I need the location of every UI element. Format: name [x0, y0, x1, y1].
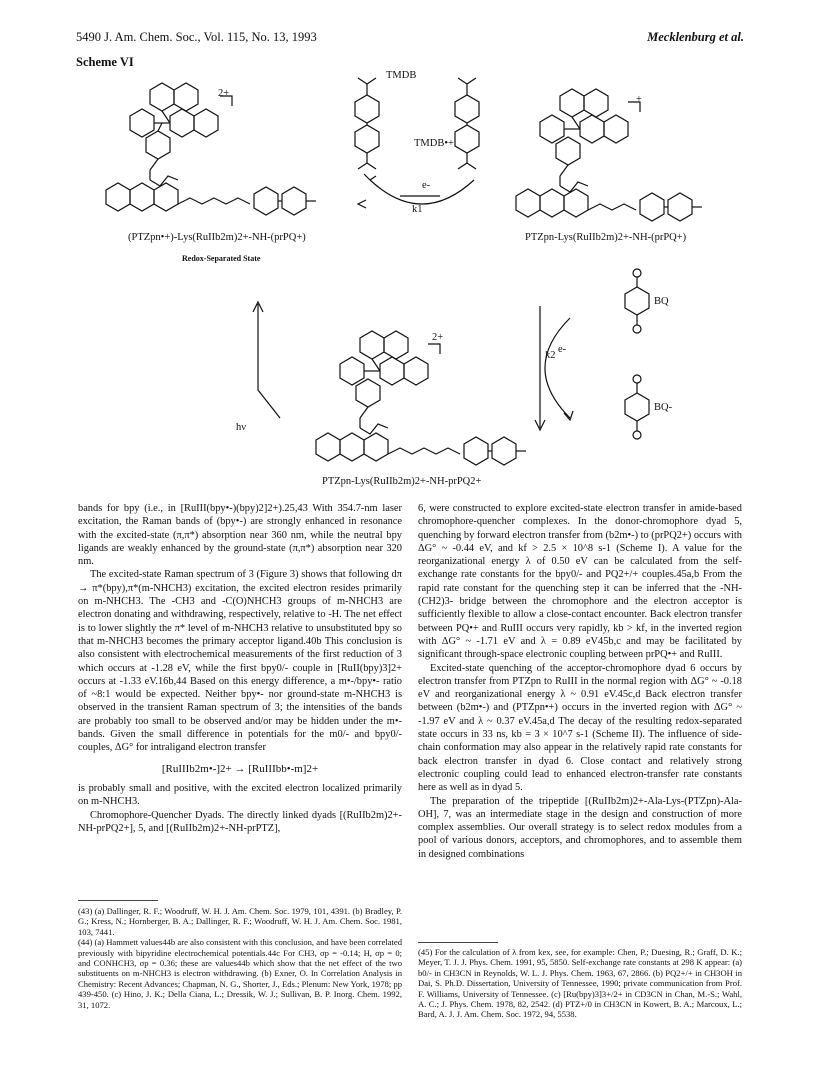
tmdb-ox-label: TMDB•+: [414, 138, 454, 149]
right-complex-label: PTZpn-Lys(RuIIb2m)2+-NH-(prPQ+): [525, 232, 687, 243]
footnotes-left: [78, 906, 402, 1010]
electron-label-1: e-: [422, 180, 431, 191]
paragraph: The preparation of the tripeptide [(RuIIb2m)2+-Ala-Lys-(PTZpn)-Ala-OH], 7, was an intermediate stage in the design and construction of more complex assemblies. Our overall strategy is to select redox modules from a pool of various donors, acceptors, and chromophores, and to assemble them in designed combinations: [418, 795, 742, 860]
electron-label-2: e-: [558, 344, 567, 355]
k2-label: k2: [545, 350, 556, 361]
scheme-title: Scheme VI: [76, 55, 134, 69]
equation: [RuIIIb2m•-]2+ → [RuIIIbb•-m]2+: [161, 762, 319, 775]
paragraph-section-heading: Chromophore-Quencher Dyads. The directly linked dyads [(RuIIb2m)2+-NH-prPQ2+], 5, and [(RuIIb2m)2+-NH-prPTZ],: [78, 809, 402, 834]
k2-arrow: [545, 318, 570, 418]
footnote: (44) (a) Hammett values44b are also consistent with this conclusion, and have been correlated previously with bipyridine electrochemical potentials.44c For CH3, σp = -0.14; H, σp = 0; and CONHCH3, σp = 0.36; these are values44b which show that the net effect of the two substituents on m-NHCH3 is electron withdrawing. (b) Exner, O. In Correlation Analysis in Chemistry: Recent Advances; Chapman, N. G., Shorter, J., Eds.; Plenum: New York, 1978; pp 439-450. (c) Hino, J. K.; Della Ciana, L.; Dressik, W. J.; Sullivan, B. P. Inorg. Chem. 1992, 31, 1072.: [78, 937, 402, 1010]
page-header-citation: 5490 J. Am. Chem. Soc., Vol. 115, No. 13, 1993: [76, 30, 317, 44]
footnote: (43) (a) Dallinger, R. F.; Woodruff, W. H. J. Am. Chem. Soc. 1979, 101, 4391. (b) Bradley, P. G.; Kress, N.; Hornberger, B. A.; Dallinger, R. F.; Woodruff, W. H. J. Am. Chem. Soc. 1981, 103, 7441.: [78, 906, 402, 937]
ru-complex-left-structure: [106, 83, 316, 215]
paragraph: is probably small and positive, with the excited electron localized primarily on m-NHCH3.: [78, 782, 402, 808]
left-text-column: [78, 502, 402, 835]
tmdb-label: TMDB: [386, 70, 417, 81]
scheme-drawing: [70, 68, 760, 498]
bq-reduced-label: BQ-: [654, 402, 673, 413]
paragraph: 6, were constructed to explore excited-state electron transfer in amide-based chromophore-quencher complexes. In the donor-chromophore dyad 5, quenching by forward electron transfer from (b2m•-) to (prPQ2+) occurs with ΔG° ~ -0.44 eV, and kf > 2.5 × 10^8 s-1 (Scheme I). A value for the reorganizational energy λ of 0.50 eV can be calculated from the self-exchange rate constants for the bpy0/- and PQ2+/+ couples.45a,b From the rapid rate constant for the quenching step it can be inferred that the -NH-(CH2)3- bridge between the chromophore and the electron acceptor is sufficiently flexible to allow a close-contact encounter. Back electron transfer between PQ•+ and RuIII occurs very rapidly, kb > kf, in the inverted region with ΔG° ~ -1.71 eV and λ = 0.89 eV45b,c and may be facilitated by significant through-space electronic coupling between prPQ•+ and RuIII.: [418, 503, 743, 661]
scheme-figure: [70, 68, 760, 498]
k1-label: k1: [412, 204, 423, 215]
bottom-complex-label: PTZpn-Lys(RuIIb2m)2+-NH-prPQ2+: [322, 476, 482, 487]
bq-structure: [625, 269, 649, 439]
ru-complex-right-structure: [516, 89, 702, 221]
redox-state-label: Redox-Separated State: [182, 254, 261, 263]
paragraph: The excited-state Raman spectrum of 3 (Figure 3) shows that following dπ → π*(bpy),π*(m-NHCH3) excitation, the excited electron resides primarily on m-NHCH3. The -CH3 and -C(O)NHCH3 groups of m-NHCH3 are electron donating and withdrawing, respectively, relative to -H. The net effect is to lower slightly the π* level of m-NHCH3 relative to unsubstituted bpy so that m-NHCH3 becomes the primary acceptor ligand.40b This conclusion is also consistent with electrochemical measurements of the first reduction of 3 which occurs at -1.28 eV, while the first bpy0/- couple in [RuII(bpy)3]2+ occurs at -1.33 eV.16b,44 Based on this energy difference, a m•-/bpy•- ratio of ~8:1 would be expected. Neither bpy•- nor ground-state m-NHCH3 is observed in the transient Raman spectrum of 3; the intensities of the bands are probably too small to be observed and/or may be hidden under the m•- bands. Given the small difference in potentials for the m0/- and bpy0/- couples, ΔG° for intraligand electron transfer: [78, 569, 402, 754]
right-text-column: [418, 502, 742, 861]
tmdb-structure: [355, 78, 479, 169]
footnotes-right: [418, 947, 742, 1020]
charge-right: +: [636, 94, 642, 105]
page-header-authors: Mecklenburg et al.: [647, 30, 744, 44]
footnote-rule: [418, 942, 498, 943]
paragraph: Excited-state quenching of the acceptor-chromophore dyad 6 occurs by electron transfer from PTZpn to RuIII in the normal region with ΔG° ~ -0.18 eV and reorganizational energy λ ~ 0.91 eV.45c,d Back electron transfer between (b2m•-) and (PTZpn•+) occurs in the inverted region with ΔG° ~ -1.97 eV and λ ~ 0.37 eV.45a,d The decay of the resulting redox-separated state occurs in 33 ns, kb = 3 × 10^7 s-1 (Scheme II). The influence of side-chain conformation may also appear in the relatively rapid rate constants for back electron transfer in dyad 6. Close contact and relatively strong electronic coupling could lead to enhanced electron-transfer rate constants here as well as in dyad 5.: [418, 662, 742, 794]
paragraph: bands for bpy (i.e., in [RuIII(bpy•-)(bpy)2]2+).25,43 With 354.7-nm laser excitation, the Raman bands of (bpy•-) are strongly enhanced in resonance with the excited-state (π,π*) absorption near 360 nm, while the neutral bpy ligands are weakly enhanced by the ground-state (π,π*) absorption near 320 nm.: [78, 503, 402, 568]
footnote-rule: [78, 900, 158, 901]
footnote: (45) For the calculation of λ from kex, see, for example: Chen, P.; Duesing, R.; Graff, D. K.; Meyer, T. J. J. Phys. Chem. 1991, 95, 5850. Self-exchange rate constants at 298 K appear: (a) b0/- in CH3CN in Reynolds, W. L. J. Phys. Chem. 1963, 67, 2866. (b) PQ2+/+ in CH3OH in Dai, S. Ph.D. Dissertation, University of Tennessee, 1990; private communication from Prof. F. Williams, University of Tennessee. (c) [Ru(bpy)3]3+/2+ in CD3CN in Chan, M.-S.; Wahl, A. C.; J. Phys. Chem. 1978, 82, 2542. (d) PTZ+/0 in CH3CN in Kowert, B. A.; Marcoux, L.; Bard, A. J. J. Am. Chem. Soc. 1972, 94, 5538.: [418, 947, 742, 1020]
ru-complex-bottom-structure: [316, 331, 526, 465]
charge-bottom: 2+: [432, 332, 444, 343]
charge-left: 2+: [218, 88, 230, 99]
bq-label: BQ: [654, 296, 669, 307]
hv-label: hν: [236, 422, 246, 433]
left-complex-label: (PTZpn•+)-Lys(RuIIb2m)2+-NH-(prPQ+): [128, 232, 306, 243]
